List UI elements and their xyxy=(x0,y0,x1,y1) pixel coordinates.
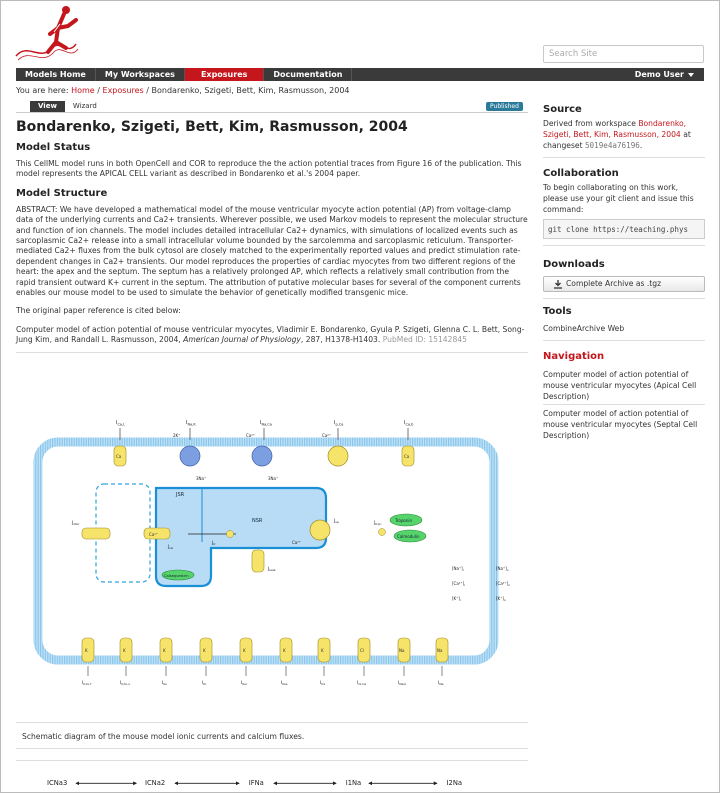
physiome-logo[interactable] xyxy=(14,4,92,66)
ca-jsr-label: Ca²⁺ xyxy=(292,540,301,545)
conc-ca-out: $[Ca^{2+}]_o$ xyxy=(496,581,510,587)
sidebar-downloads xyxy=(543,258,705,299)
conc-k-out: $[K^+]_o$ xyxy=(496,596,506,602)
source-prefix: Derived from workspace xyxy=(543,119,636,128)
main-content xyxy=(16,119,528,353)
breadcrumb-prefix: You are here: xyxy=(16,86,69,95)
citation-journal: American Journal of Physiology xyxy=(183,335,301,345)
label-ikss: $I_{Kss}$ xyxy=(281,681,288,686)
label-ical: $I_{Ca,L}$ xyxy=(116,420,126,427)
state-i1na: I1Na xyxy=(345,779,362,788)
citation-tail: , 287, H1378-H1403. xyxy=(300,335,381,345)
ca-ss-label: Ca²⁺ xyxy=(149,532,158,537)
collaboration-text: To begin collaborating on this work, please use your git client and issue this command: xyxy=(543,183,694,214)
source-heading: Source xyxy=(543,104,582,115)
tools-heading: Tools xyxy=(543,306,572,317)
downloads-heading: Downloads xyxy=(543,259,605,270)
model-status-heading: Model Status xyxy=(16,142,91,153)
tab-view[interactable]: View xyxy=(30,101,65,112)
figure-caption: Schematic diagram of the mouse model ionic currents and calcium fluxes. xyxy=(22,732,305,741)
breadcrumb-sep: / xyxy=(146,86,149,95)
nav-link-apical[interactable]: Computer model of action potential of mouse ventricular myocytes (Apical Cell Description) xyxy=(543,370,697,401)
download-icon xyxy=(554,280,562,289)
ltype-ca-channel-label: Ca xyxy=(116,454,122,459)
channel-itos-label: K xyxy=(123,648,126,653)
channel-ik1-label: K xyxy=(321,648,324,653)
sidebar-divider xyxy=(543,404,705,405)
main-navbar xyxy=(16,68,704,81)
user-menu[interactable] xyxy=(635,68,704,81)
model-structure-heading: Model Structure xyxy=(16,187,108,199)
cytosolic-ca-ion xyxy=(379,529,386,536)
nav-models-home[interactable]: Models Home xyxy=(16,68,96,81)
label-inaca: $I_{Na,Ca}$ xyxy=(260,420,272,427)
label-inak: $I_{Na,K}$ xyxy=(186,420,196,427)
ion-ca-top: Ca²⁺ xyxy=(246,433,255,438)
sidebar-collaboration xyxy=(543,167,705,246)
label-iclca: $I_{Cl,Ca}$ xyxy=(357,681,367,686)
label-icab: $I_{Ca,b}$ xyxy=(404,420,414,427)
label-ipca: $I_{p,Ca}$ xyxy=(334,420,344,427)
troponin-label: Troponin xyxy=(395,518,413,523)
sidebar-navigation xyxy=(543,350,705,441)
caret-down-icon xyxy=(688,73,694,77)
label-itos: $I_{K,to,s}$ xyxy=(120,681,130,686)
jxfer-label: $J_{xfer}$ xyxy=(72,521,80,526)
state-icna2: ICNa2 xyxy=(144,779,166,788)
breadcrumb-current: Bondarenko, Szigeti, Bett, Kim, Rasmusson, 2004 xyxy=(151,86,350,95)
nav-my-workspaces[interactable]: My Workspaces xyxy=(96,68,185,81)
leak-channel xyxy=(252,550,264,572)
channel-ikr-label: K xyxy=(203,648,206,653)
sidebar-divider xyxy=(543,298,705,299)
cell-membrane xyxy=(38,442,494,660)
channel-ikur-label: K xyxy=(243,648,246,653)
ca-pump xyxy=(328,446,348,466)
channel-inab-label: Na xyxy=(399,648,405,653)
label-inab: $I_{Na,b}$ xyxy=(398,681,407,686)
nav-exposures[interactable]: Exposures xyxy=(185,68,264,81)
ion-3na-b: 3Na⁺ xyxy=(268,476,279,481)
ion-ca-pump: Ca²⁺ xyxy=(322,433,331,438)
label-itof: $I_{K,to,f}$ xyxy=(82,681,92,686)
collaboration-heading: Collaboration xyxy=(543,168,619,179)
jtrpn-label: $J_{trpn}$ xyxy=(374,520,382,526)
channel-ikss-label: K xyxy=(283,648,286,653)
source-end: . xyxy=(639,141,643,150)
citation xyxy=(16,325,528,346)
tab-divider xyxy=(16,112,528,113)
jxfer-channel xyxy=(82,528,110,539)
source-at: at changeset xyxy=(543,130,691,150)
channel-ik1 xyxy=(318,638,330,662)
nav-link-septal[interactable]: Computer model of action potential of mouse ventricular myocytes (Septal Cell Description) xyxy=(543,409,698,440)
channel-ikss xyxy=(280,638,292,662)
conc-ca-in: $[Ca^{2+}]_i$ xyxy=(452,581,465,587)
jup-label: $J_{up}$ xyxy=(334,519,340,524)
model-status-text: This CellML model runs in both OpenCell and COR to reproduce the the action potential traces from Figure 16 of the publication. This model represents the APICAL CELL variant as described in Bondarenko et al.'s 2004 paper. xyxy=(16,159,522,179)
state-i2na: I2Na xyxy=(446,779,463,788)
nsr-label: NSR xyxy=(252,518,263,524)
git-clone-command[interactable]: git clone https://teaching.phys xyxy=(543,219,705,239)
source-text xyxy=(543,118,705,151)
sidebar-source xyxy=(543,103,705,158)
view-tabs xyxy=(30,101,105,112)
citation-main: Computer model of action potential of mouse ventricular myocytes, Vladimir E. Bondarenko, Gyula P. Szigeti, Glenna C. L. Bett, Song-Jung Kim, and Randall L. Rasmusson, 2004, xyxy=(16,324,525,345)
channel-iclca-label: Cl xyxy=(360,648,364,653)
figure-caption-box xyxy=(16,722,528,749)
download-archive-button[interactable] xyxy=(543,276,705,292)
page-title: Bondarenko, Szigeti, Bett, Kim, Rasmusson, 2004 xyxy=(16,119,408,135)
markov-state-diagram xyxy=(16,760,528,793)
search-input[interactable] xyxy=(543,45,704,63)
changeset-link[interactable]: 5019e4a76196 xyxy=(584,141,640,150)
serca-pump xyxy=(310,520,330,540)
calsequestrin-label: Calsequestrin xyxy=(164,574,189,578)
sidebar-divider xyxy=(543,157,705,158)
breadcrumb xyxy=(16,86,350,95)
user-name: Demo User xyxy=(634,70,684,79)
label-iks: $I_{Ks}$ xyxy=(162,681,167,686)
tab-wizard[interactable]: Wizard xyxy=(72,102,97,110)
ca-ion xyxy=(227,531,234,538)
breadcrumb-sep: / xyxy=(97,86,100,95)
status-badge: Published xyxy=(486,102,523,111)
channel-itof xyxy=(82,638,94,662)
breadcrumb-home-link[interactable]: Home xyxy=(71,86,95,95)
tool-combinearchive-web[interactable]: CombineArchive Web xyxy=(543,324,625,333)
channel-iks-label: K xyxy=(163,648,166,653)
breadcrumb-exposures-link[interactable]: Exposures xyxy=(102,86,144,95)
channel-ina-label: Na xyxy=(437,648,443,653)
source-workspace-link[interactable]: Bondarenko, Szigeti, Bett, Kim, Rasmusson, 2004 xyxy=(543,119,687,139)
na-k-pump xyxy=(180,446,200,466)
content-divider xyxy=(16,352,528,353)
sidebar-tools xyxy=(543,305,705,341)
ion-2k: 2K⁺ xyxy=(173,433,181,438)
channel-iks xyxy=(160,638,172,662)
label-ikur: $I_{Kur}$ xyxy=(241,681,248,686)
sidebar-divider xyxy=(543,340,705,341)
conc-na-in: $[Na^+]_i$ xyxy=(452,566,464,572)
background-ca-channel-label: Ca xyxy=(404,454,410,459)
calmodulin-label: Calmodulin xyxy=(397,534,420,539)
jrel-label: $J_{rel}$ xyxy=(168,545,174,550)
channel-itos xyxy=(120,638,132,662)
label-ik1: $I_{K1}$ xyxy=(320,681,326,686)
nav-documentation[interactable]: Documentation xyxy=(264,68,352,81)
navigation-heading: Navigation xyxy=(543,351,605,362)
channel-ikur xyxy=(240,638,252,662)
ion-3na-a: 3Na⁺ xyxy=(196,476,207,481)
conc-na-out: $[Na^+]_o$ xyxy=(496,566,509,572)
conc-k-in: $[K^+]_i$ xyxy=(452,596,461,602)
channel-itof-label: K xyxy=(85,648,88,653)
na-ca-exchanger xyxy=(252,446,272,466)
jsr-label: JSR xyxy=(176,492,185,498)
reference-intro: The original paper reference is cited below: xyxy=(16,306,181,316)
ionic-currents-diagram xyxy=(16,410,528,718)
state-ifna: IFNa xyxy=(248,779,264,788)
download-archive-label: Complete Archive as .tgz xyxy=(566,279,662,288)
state-icna3: ICNa3 xyxy=(47,779,68,788)
label-ikr: $I_{Kr}$ xyxy=(202,681,207,686)
label-ina: $I_{Na}$ xyxy=(438,681,444,686)
jtr-label: $J_{tr}$ xyxy=(212,541,216,546)
channel-ikr xyxy=(200,638,212,662)
abstract-text: ABSTRACT: We have developed a mathematical model of the mouse ventricular myocyte action potential (AP) from voltage-clamp data of the underlying currents and Ca2+ transients. Wherever possible, we used Markov models to represent the molecular structure and function of ion channels. The model includes detailed intracellular Ca2+ dynamics, with simulations of localized events such as sarcoplasmic Ca2+ release into a small intracellular volume bounded by the sarcolemma and sarcoplasmic reticulum. Transporter-mediated Ca2+ fluxes from the bulk cytosol are closely matched to the experimentally reported values and predict stimulation rate-dependent changes in Ca2+ transients. Our model reproduces the properties of cardiac myocytes from two different regions of the heart: the apex and the septum. The septum has a relatively prolonged AP, which reflects a relatively small contribution from the rapid transient outward K+ current in the septum. The attribution of putative molecular bases for several of the component currents enables our mouse model to be used to simulate the behavior of genetically modified transgenic mice. xyxy=(16,204,528,298)
sidebar-divider xyxy=(543,245,705,246)
pubmed-id[interactable]: PubMed ID: 15142845 xyxy=(382,335,467,345)
jleak-label: $J_{leak}$ xyxy=(268,567,276,572)
